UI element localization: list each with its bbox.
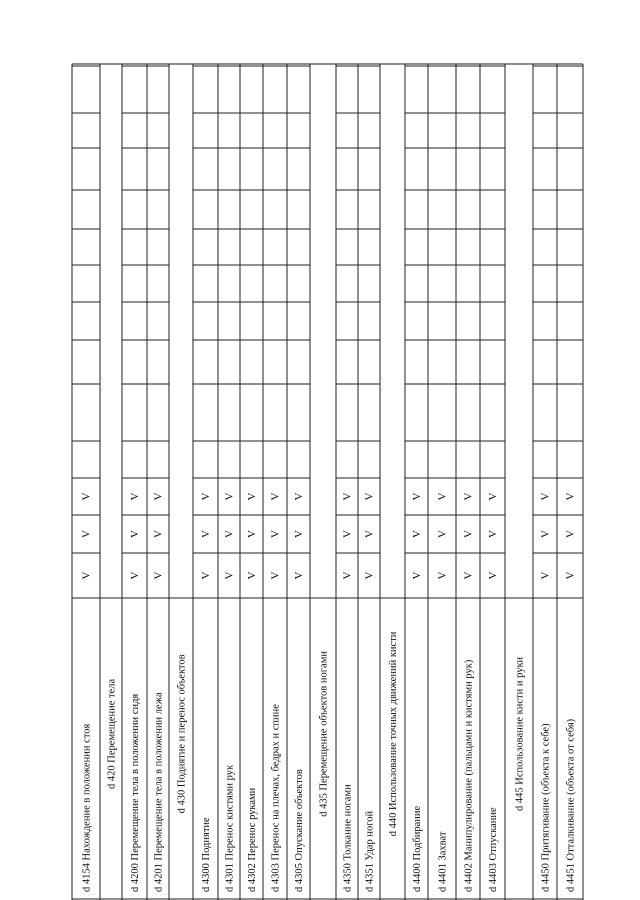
check-mark: V [487, 492, 499, 501]
check-mark: V [363, 571, 376, 580]
row-label: d 4450 Притягивание (объекта к себе) [540, 723, 552, 892]
header-row-mask [506, 65, 533, 598]
check-mark: V [246, 530, 258, 538]
check-mark: V [152, 530, 165, 538]
row-label: d 4400 Подбирание [412, 805, 423, 892]
check-mark: V [411, 492, 423, 501]
check-mark: V [269, 492, 282, 501]
row-label: d 4402 Манипулирование (пальцами и кистями рук) [463, 659, 475, 892]
check-mark: V [80, 492, 93, 501]
check-mark: V [487, 530, 499, 538]
check-mark: V [152, 571, 165, 580]
row-label: d 4351 Удар ногой [364, 810, 376, 892]
check-mark: V [246, 492, 258, 501]
check-mark: V [80, 571, 93, 580]
check-mark: V [564, 530, 577, 538]
header-row-mask [170, 65, 193, 598]
row-label: d 4302 Перенос руками [247, 787, 258, 892]
check-mark: V [539, 571, 552, 580]
check-mark: V [200, 571, 212, 580]
check-mark: V [246, 571, 258, 580]
check-mark: V [269, 571, 282, 580]
header-row-mask [101, 65, 122, 598]
row-label: d 4301 Перенос кистями рук [224, 764, 236, 892]
check-mark: V [462, 492, 475, 501]
check-mark: V [200, 492, 212, 501]
check-mark: V [462, 571, 475, 580]
check-mark: V [293, 530, 305, 538]
check-mark: V [436, 492, 449, 501]
check-mark: V [200, 530, 212, 538]
check-mark: V [462, 530, 475, 538]
check-mark: V [436, 530, 449, 538]
check-mark: V [293, 571, 305, 580]
check-mark: V [341, 530, 354, 538]
row-label: d 4201 Перемещение тела в положении лежа [153, 692, 165, 892]
check-mark: V [341, 571, 354, 580]
header-row-mask [381, 65, 405, 598]
check-mark: V [564, 492, 577, 501]
row-label: d 4154 Нахождение в положении стоя [81, 723, 93, 892]
section-header: d 435 Перемещение объектов ногами [318, 651, 330, 817]
section-header: d 420 Перемещение тела [106, 678, 118, 789]
row-label: d 4200 Перемещение тела в положении сидя [130, 693, 141, 892]
check-mark: V [223, 530, 236, 538]
row-label: d 4305 Опускание объектов [294, 769, 305, 892]
check-mark: V [363, 492, 376, 501]
row-label: d 4451 Отталкивание (объекта от себя) [565, 718, 577, 892]
check-mark: V [293, 492, 305, 501]
check-mark: V [487, 571, 499, 580]
header-row-mask [311, 65, 336, 598]
section-header: d 440 Использование точных движений кисти [388, 631, 399, 837]
check-mark: V [363, 530, 376, 538]
check-mark: V [129, 530, 141, 538]
row-label: d 4300 Поднятие [201, 817, 212, 892]
check-mark: V [223, 571, 236, 580]
row-label: d 4303 Перенос на плечах, бедрах и спине [270, 704, 282, 892]
check-mark: V [411, 530, 423, 538]
row-label: d 4401 Захват [437, 831, 449, 892]
check-mark: V [539, 530, 552, 538]
check-mark: V [411, 571, 423, 580]
check-mark: V [564, 571, 577, 580]
check-mark: V [341, 492, 354, 501]
check-mark: V [129, 571, 141, 580]
check-mark: V [129, 492, 141, 501]
check-mark: V [436, 571, 449, 580]
check-mark: V [152, 492, 165, 501]
row-label: d 4403 Отпускание [488, 807, 499, 892]
check-mark: V [80, 530, 93, 538]
check-mark: V [269, 530, 282, 538]
section-header: d 430 Поднятие и перенос объектов [176, 654, 188, 814]
check-mark: V [539, 492, 552, 501]
row-label: d 4350 Толкание ногами [342, 784, 354, 892]
check-mark: V [223, 492, 236, 501]
section-header: d 445 Использование кисти и руки [514, 656, 526, 811]
